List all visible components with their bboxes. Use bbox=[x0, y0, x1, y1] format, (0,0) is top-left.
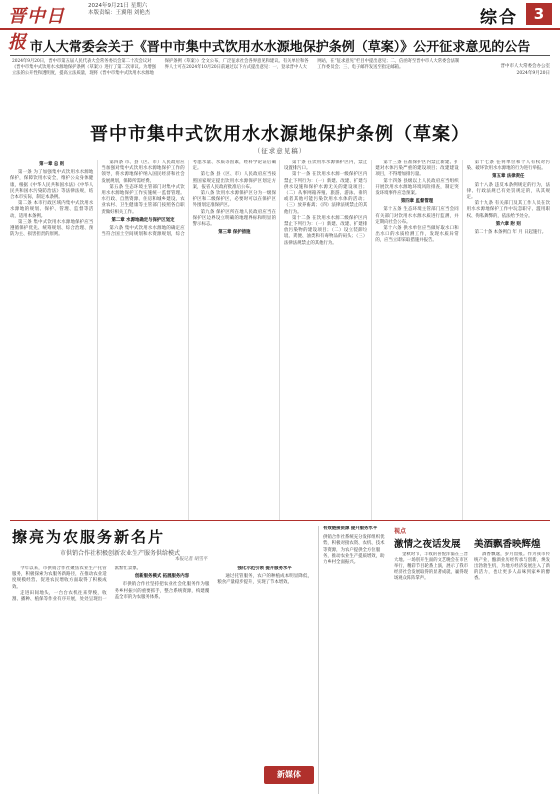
article-clause: 第八条 饮用水水源保护区分为一级保护区和二级保护区，必要时可以在保护区外围划定准保护区。 bbox=[192, 191, 276, 209]
article-clause: 第六条 集中式饮用水水源地的确定应当符合国土空间规划和水资源规划，综合考虑水量、水质等因素，经科学论证后确定。 bbox=[101, 160, 276, 238]
culture-tag: 视点 bbox=[394, 528, 407, 535]
culture-title-1: 激情之夜话发展 bbox=[394, 539, 461, 550]
article-paragraph: 今年以来，市供销合作社聚焦农业生产托管服务，积极探索为农服务新路径，在推动农业适度规模经营、促进农民增收方面取得了积极成效。 bbox=[12, 566, 107, 590]
article-subtitle: 市供销合作社积极创新农业生产服务供给模式 bbox=[60, 550, 181, 557]
article-clause: 第十三条 在准保护区内禁止新建、扩建对水体污染严重的建设项目；改建建设项目，不得增加排污量。 bbox=[375, 160, 459, 178]
page-number: 3 bbox=[526, 3, 552, 25]
article-clause: 第三条 集中式饮用水水源地保护应当遵循保护优先、统筹规划、综合治理、预防为主、损害担责的原则。 bbox=[10, 219, 94, 238]
article-paragraph: 走进田间地头，一台台农机往来穿梭，收割、播种、植保等作业有序开展，处处呈现出一派繁忙景象。 bbox=[12, 566, 142, 603]
chapter-heading: 第二章 水源地确定与保护区划定 bbox=[111, 217, 175, 223]
new-media-banner[interactable]: 新媒体 bbox=[264, 766, 314, 784]
announcement-org: 晋中市人大常委会办公室 bbox=[500, 64, 550, 69]
chapter-heading: 第四章 监督管理 bbox=[400, 199, 434, 205]
middle-kicker: 有效链接资源 提升服务水平 bbox=[323, 526, 378, 531]
article-clause: 第九条 保护区所在地人民政府应当在保护区边界设立明确的地理界标和明显的警示标志。 bbox=[192, 209, 276, 228]
law-title: 晋中市集中式饮用水水源地保护条例（草案） bbox=[90, 124, 470, 145]
middle-column bbox=[318, 526, 388, 794]
chapter-heading: 第五章 法律责任 bbox=[492, 174, 525, 180]
middle-text: 供销合作社系统充分发挥组织优势，积极对接农资、农机、技术等资源，为农户提供全方位服务，推动农业生产提质增效，助力乡村全面振兴。 bbox=[323, 535, 385, 566]
section-divider bbox=[10, 520, 550, 521]
article-clause: 第十九条 有关部门及其工作人员在饮用水水源地保护工作中玩忽职守、滥用职权、徇私舞弊的，依法给予处分。 bbox=[466, 201, 550, 219]
article-clause: 第五条 生态环境主管部门对集中式饮用水水源地保护工作实施统一监督管理。水行政、自然资源、住房和城乡建设、农业农村、卫生健康等主管部门按照各自职责做好相关工作。 bbox=[101, 184, 185, 215]
article-body bbox=[12, 566, 312, 794]
culture-body-1 bbox=[394, 552, 468, 794]
article-clause: 第十一条 在饮用水水源一级保护区内禁止下列行为：（一）新建、改建、扩建与供水设施和保护水源无关的建设项目；（二）从事网箱养殖、旅游、游泳、垂钓或者其他可能污染饮用水水体的活动；（三）放养畜禽；（四）法律法规禁止的其他行为。 bbox=[283, 172, 368, 215]
announcement-signature bbox=[470, 63, 550, 77]
issue-date: 2024年9月21日 星期六 bbox=[88, 3, 148, 9]
editors: 本版责编：王翼翔 刘艳杰 bbox=[88, 10, 151, 16]
culture-paragraph: 金秋时节，丰收的喜悦洋溢在三晋大地。一场别开生面的文艺晚会在市区举行，精彩节目轮番上演，展示了我市经济社会发展取得的显著成就，赢得现场观众阵阵掌声。 bbox=[394, 552, 468, 581]
masthead-meta bbox=[88, 3, 150, 17]
article-paragraph: 通过托管服务，农户的种植成本明显降低，粮食产量稳步提升，实现了节本增效。 bbox=[217, 574, 312, 586]
announcement-date: 2024年9月20日 bbox=[516, 71, 550, 76]
culture-section bbox=[392, 526, 550, 794]
article-title: 擦亮为农服务新名片 bbox=[12, 528, 166, 546]
chapter-heading: 第一章 总 则 bbox=[39, 162, 65, 167]
chapter-heading: 第三章 保护措施 bbox=[218, 230, 251, 236]
divider bbox=[10, 55, 550, 56]
article-clause: 第十八条 违反本条例规定的行为，法律、行政法规已有处罚规定的，从其规定。 bbox=[466, 182, 550, 201]
culture-paragraph: 酒香飘逸，岁月留痕。作为我市传统产业，酿酒业历经传承与创新，焕发出勃勃生机，为地方经济发展注入了新的活力，也让更多人品味到家乡的醇香。 bbox=[474, 552, 550, 581]
section-name: 综合 bbox=[480, 8, 518, 28]
announcement-body: 2024年9月20日，晋中市第五届人民代表大会常务委员会第二十次会议对《晋中市集中式饮用水水源地保护条例（草案）》进行了第二次审议。为增强立法的公开性和透明度，提高立法质量，现将《晋中市集中式饮用水水源地保护条例（草案）》全文公布，广泛征求社会各界意见和建议。有关单位和各界人士可在2024年10月20日前通过以下方式提出意见：一、登录晋中人大网站，在“征求意见”栏目中提出意见；二、信函寄至晋中市人大常委会法制工作委员会；三、电子邮件发送至指定邮箱。 bbox=[12, 59, 460, 76]
article-paragraph: 市供销合作社坚持把农业社会化服务作为服务乡村振兴的重要抓手，整合系统资源，构建覆盖全市的为农服务体系。 bbox=[114, 582, 210, 600]
chapter-heading: 第六章 附 则 bbox=[495, 221, 521, 227]
newspaper-logo: 晋中日报 bbox=[8, 6, 65, 53]
article-clause: 第十六条 供水单位应当做好取水口和出水口的水质检测工作，发现水质异常的，应当立即采取措施并报告。 bbox=[375, 226, 459, 244]
culture-title-2: 美酒飘香映辉煌 bbox=[474, 539, 541, 550]
article-clause: 第十四条 县级以上人民政府应当组织开展饮用水水源地环境风险排查，制定突发环境事件应急预案。 bbox=[375, 178, 459, 197]
article-clause: 第二条 本市行政区域内集中式饮用水水源地的规划、保护、管理、监督等活动，适用本条例。 bbox=[10, 201, 94, 219]
article-clause: 第十二条 在饮用水水源二级保护区内禁止下列行为：（一）新建、改建、扩建排放污染物的建设项目；（二）设立装卸垃圾、粪便、油类和有毒物品的码头；（三）法律法规禁止的其他行为。 bbox=[283, 215, 368, 246]
culture-body-2 bbox=[474, 552, 550, 794]
article-clause: 第十五条 生态环境主管部门应当会同有关部门对饮用水水源水质进行监测，并定期向社会公布。 bbox=[375, 207, 459, 225]
article-subhead: 强化示范引领 提升服务水平 bbox=[237, 566, 292, 571]
article-byline: 本报记者 胡雪平 bbox=[175, 557, 208, 562]
article-clause: 第二十条 本条例自 年 月 日起施行。 bbox=[474, 230, 547, 236]
article-clause: 第七条 县（区、市）人民政府应当按照国家规定提出饮用水水源保护区划定方案，报省人民政府批准后公布。 bbox=[192, 172, 276, 190]
article-clause: 第十条 在饮用水水源保护区内，禁止设置排污口。 bbox=[283, 160, 368, 172]
article-clause: 第十七条 任何单位和个人有权对污染、破坏饮用水水源地的行为进行举报。 bbox=[466, 160, 550, 172]
law-subtitle: （征求意见稿） bbox=[253, 147, 307, 155]
article-clause: 第四条 市、县（区、市）人民政府应当加强对集中式饮用水水源地保护工作的领导，将水源地保护纳入国民经济和社会发展规划，保障所需经费。 bbox=[101, 160, 185, 184]
article-clause: 第一条 为了加强集中式饮用水水源地保护，保障饮用水安全，维护公众身体健康，根据《中华人民共和国水法》《中华人民共和国水污染防治法》等法律法规，结合本市实际，制定本条例。 bbox=[10, 170, 94, 201]
announcement-title: 市人大常委会关于《晋中市集中式饮用水水源地保护条例（草案）》公开征求意见的公告 bbox=[29, 40, 531, 55]
law-body bbox=[10, 160, 550, 520]
article-subhead: 创新服务模式 拓展服务内容 bbox=[134, 574, 190, 580]
